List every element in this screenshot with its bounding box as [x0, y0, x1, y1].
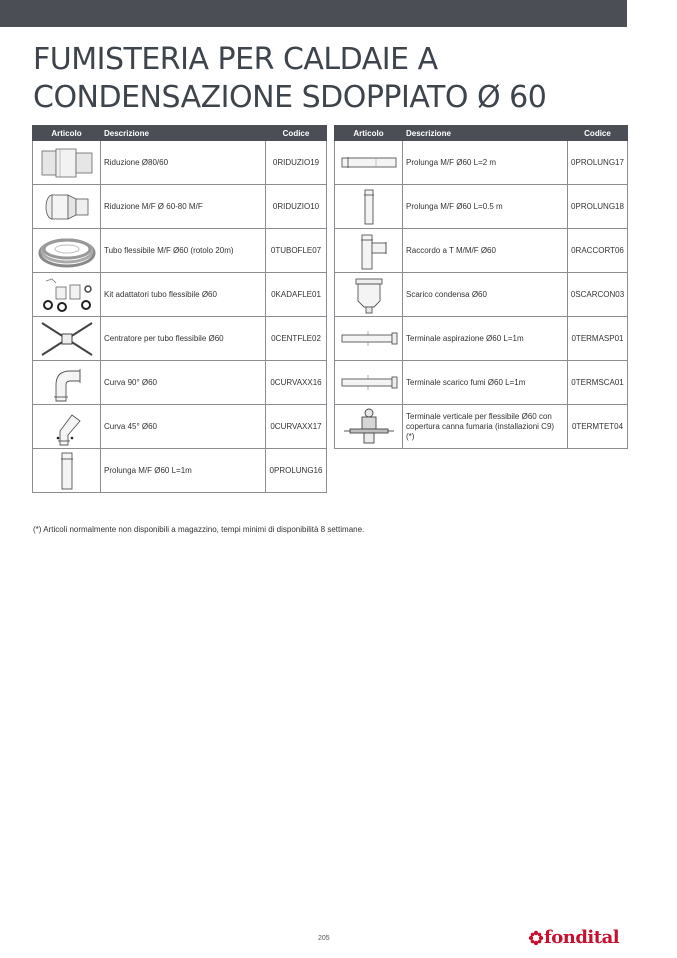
adapter-kit-icon — [36, 275, 98, 315]
table-row — [33, 141, 327, 185]
article-image — [335, 273, 403, 317]
table-row — [335, 141, 628, 185]
header-articolo: Articolo — [33, 126, 101, 141]
article-image — [33, 141, 101, 185]
row-description: Curva 45° Ø60 — [101, 405, 266, 449]
row-code: 0RIDUZIO10 — [266, 185, 327, 229]
product-table-left — [32, 125, 327, 493]
vertical-terminal-icon — [340, 407, 398, 447]
horizontal-pipe-icon — [338, 143, 400, 183]
row-code: 0KADAFLE01 — [266, 273, 327, 317]
row-description: Terminale aspirazione Ø60 L=1m — [403, 317, 568, 361]
article-image — [335, 317, 403, 361]
header-descrizione: Descrizione — [403, 126, 568, 141]
table-header-row — [335, 126, 628, 141]
table-row — [335, 317, 628, 361]
row-code: 0CENTFLE02 — [266, 317, 327, 361]
elbow-45-icon — [38, 407, 96, 447]
article-image — [33, 229, 101, 273]
flexible-hose-coil-icon — [36, 231, 98, 271]
row-code: 0RACCORT06 — [568, 229, 628, 273]
flower-icon — [528, 930, 544, 946]
row-code: 0CURVAXX17 — [266, 405, 327, 449]
header-descrizione: Descrizione — [101, 126, 266, 141]
brand-logo — [528, 927, 619, 948]
row-description: Scarico condensa Ø60 — [403, 273, 568, 317]
page-title-line-2: CONDENSAZIONE SDOPPIATO Ø 60 — [33, 80, 547, 115]
table-row — [33, 449, 327, 493]
row-description: Kit adattatori tubo flessibile Ø60 — [101, 273, 266, 317]
table-row — [33, 273, 327, 317]
elbow-90-icon — [38, 363, 96, 403]
table-row — [335, 405, 628, 449]
row-code: 0PROLUNG18 — [568, 185, 628, 229]
row-description: Centratore per tubo flessibile Ø60 — [101, 317, 266, 361]
row-code: 0TERMSCA01 — [568, 361, 628, 405]
tee-fitting-icon — [340, 231, 398, 271]
header-articolo: Articolo — [335, 126, 403, 141]
page-number: 205 — [318, 935, 330, 942]
article-image — [335, 405, 403, 449]
condensate-drain-icon — [340, 275, 398, 315]
article-image — [33, 405, 101, 449]
product-table-right — [334, 125, 628, 449]
header-codice: Codice — [568, 126, 628, 141]
row-code: 0RIDUZIO19 — [266, 141, 327, 185]
table-header-row — [33, 126, 327, 141]
article-image — [335, 185, 403, 229]
top-band — [0, 0, 627, 27]
article-image — [335, 141, 403, 185]
table-row — [33, 405, 327, 449]
table-row — [33, 317, 327, 361]
exhaust-terminal-icon — [338, 363, 400, 403]
article-image — [33, 361, 101, 405]
article-image — [33, 317, 101, 361]
brand-name: fondital — [544, 927, 620, 948]
table-row — [335, 361, 628, 405]
row-description: Riduzione M/F Ø 60-80 M/F — [101, 185, 266, 229]
row-description: Prolunga M/F Ø60 L=1m — [101, 449, 266, 493]
table-row — [335, 185, 628, 229]
row-description: Prolunga M/F Ø60 L=0.5 m — [403, 185, 568, 229]
article-image — [33, 449, 101, 493]
row-code: 0TUBOFLE07 — [266, 229, 327, 273]
centering-cross-icon — [36, 319, 98, 359]
row-code: 0PROLUNG16 — [266, 449, 327, 493]
row-description: Terminale verticale per flessibile Ø60 con copertura canna fumaria (installazioni C9) (*) — [403, 405, 568, 449]
vertical-pipe-icon — [38, 451, 96, 491]
article-image — [335, 361, 403, 405]
row-description: Raccordo a T M/M/F Ø60 — [403, 229, 568, 273]
reducer-mf-icon — [38, 188, 96, 226]
page-title-line-1: FUMISTERIA PER CALDAIE A — [33, 42, 438, 77]
row-code: 0TERMASP01 — [568, 317, 628, 361]
table-row — [33, 361, 327, 405]
row-code: 0SCARCON03 — [568, 273, 628, 317]
row-description: Prolunga M/F Ø60 L=2 m — [403, 141, 568, 185]
short-pipe-icon — [340, 187, 398, 227]
article-image — [33, 185, 101, 229]
row-code: 0TERMTET04 — [568, 405, 628, 449]
page-title — [33, 41, 546, 117]
article-image — [335, 229, 403, 273]
row-description: Curva 90° Ø60 — [101, 361, 266, 405]
table-row — [335, 229, 628, 273]
article-image — [33, 273, 101, 317]
table-row — [33, 185, 327, 229]
row-code: 0CURVAXX16 — [266, 361, 327, 405]
intake-terminal-icon — [338, 319, 400, 359]
row-description: Riduzione Ø80/60 — [101, 141, 266, 185]
row-description: Tubo flessibile M/F Ø60 (rotolo 20m) — [101, 229, 266, 273]
row-code: 0PROLUNG17 — [568, 141, 628, 185]
reducer-icon — [38, 144, 96, 182]
table-row — [335, 273, 628, 317]
footnote: (*) Articoli normalmente non disponibili a magazzino, tempi minimi di disponibilità 8 settimane. — [33, 525, 365, 534]
header-codice: Codice — [266, 126, 327, 141]
row-description: Terminale scarico fumi Ø60 L=1m — [403, 361, 568, 405]
table-row — [33, 229, 327, 273]
